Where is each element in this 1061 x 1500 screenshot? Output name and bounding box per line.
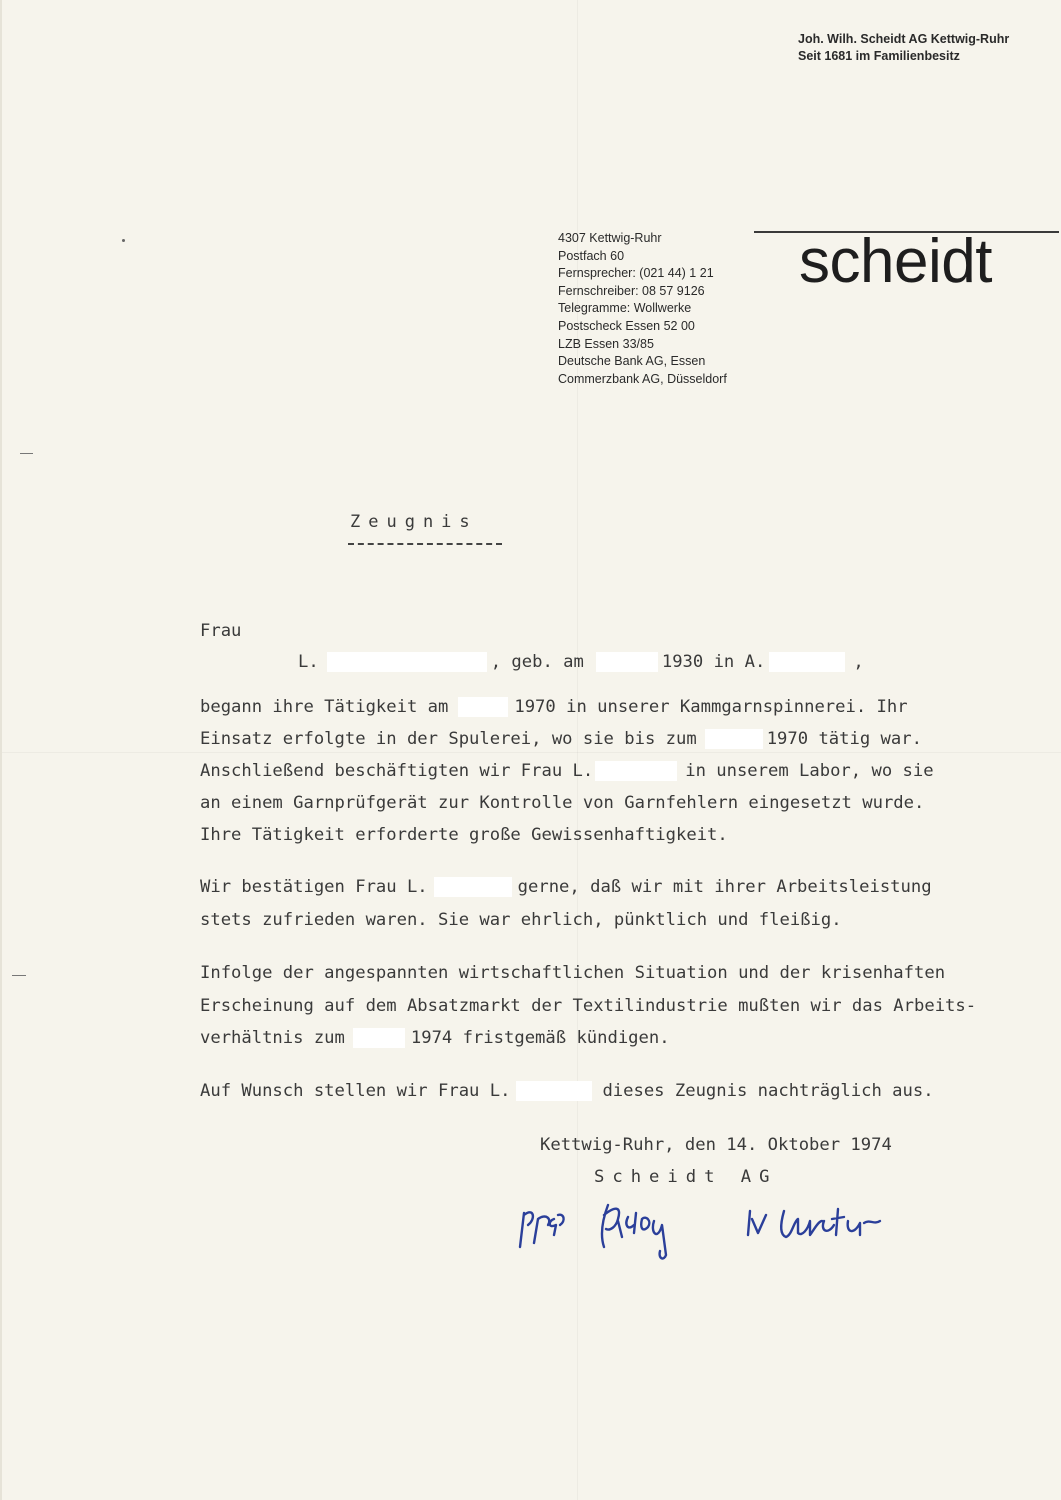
redaction-box xyxy=(705,729,763,749)
p1-text: Ihre Tätigkeit erforderte große Gewissenhaftigkeit. xyxy=(200,825,728,845)
punch-dot xyxy=(122,239,125,242)
paper-fold-horizontal xyxy=(2,752,1061,753)
p1-text: 1970 tätig war. xyxy=(766,729,922,749)
redaction-box xyxy=(595,761,677,781)
p3-line-3 xyxy=(200,1028,670,1048)
redaction-box xyxy=(458,697,508,717)
p3-text: 1974 fristgemäß kündigen. xyxy=(410,1028,670,1048)
fold-mark-upper xyxy=(20,453,33,454)
redaction-box xyxy=(327,652,487,672)
p4-text: dieses Zeugnis nachträglich aus. xyxy=(602,1081,934,1101)
contact-deutsche-bank: Deutsche Bank AG, Essen xyxy=(558,354,706,369)
sender xyxy=(594,1167,777,1187)
p2-line-1 xyxy=(200,877,932,897)
p1-line-5 xyxy=(200,825,728,845)
p1-line-2 xyxy=(200,729,922,749)
p3-line-2 xyxy=(200,996,976,1016)
fold-mark-lower xyxy=(12,975,26,976)
p1-text: an einem Garnprüfgerät zur Kontrolle von Garnfehlern eingesetzt wurde. xyxy=(200,793,925,813)
p3-text: verhältnis zum xyxy=(200,1028,345,1048)
place-date-text: Kettwig-Ruhr, den 14. Oktober 1974 xyxy=(540,1135,892,1155)
p3-text: Erscheinung auf dem Absatzmarkt der Textilindustrie mußten wir das Arbeits- xyxy=(200,996,977,1016)
contact-address: 4307 Kettwig-Ruhr xyxy=(558,231,662,245)
redaction-box xyxy=(353,1028,405,1048)
p2-text: Wir bestätigen Frau L. xyxy=(200,877,428,897)
name-initial: L. xyxy=(298,652,319,672)
salutation xyxy=(200,621,241,641)
sender-text: Scheidt AG xyxy=(594,1167,778,1187)
p1-text: Einsatz erfolgte in der Spulerei, wo sie bis zum xyxy=(200,729,697,749)
paper-fold-vertical xyxy=(577,0,578,1500)
contact-commerzbank: Commerzbank AG, Düsseldorf xyxy=(558,371,727,386)
redaction-box xyxy=(516,1081,592,1101)
contact-telex: Fernschreiber: 08 57 9126 xyxy=(558,283,705,298)
birth-label: , geb. am xyxy=(490,652,584,672)
redaction-box xyxy=(769,652,845,672)
p1-line-3 xyxy=(200,761,934,781)
p1-text: begann ihre Tätigkeit am xyxy=(200,697,449,717)
p4-text: Auf Wunsch stellen wir Frau L. xyxy=(200,1081,511,1101)
contact-phone: Fernsprecher: (021 44) 1 21 xyxy=(558,266,714,281)
p2-line-2 xyxy=(200,910,842,930)
company-line: Joh. Wilh. Scheidt AG Kettwig-Ruhr xyxy=(798,32,1010,46)
contact-block xyxy=(558,230,727,388)
letterhead-company xyxy=(798,31,1009,65)
handwritten-signature xyxy=(518,1185,938,1265)
p2-text: stets zufrieden waren. Sie war ehrlich, pünktlich und fleißig. xyxy=(200,910,842,930)
p2-text: gerne, daß wir mit ihrer Arbeitsleistung xyxy=(517,877,932,897)
contact-postcheck: Postscheck Essen 52 00 xyxy=(558,318,695,333)
p1-text: 1970 in unserer Kammgarnspinnerei. Ihr xyxy=(514,697,908,717)
title-underline xyxy=(348,543,502,545)
salutation-text: Frau xyxy=(200,621,242,641)
contact-postbox: Postfach 60 xyxy=(558,248,625,263)
contact-telegram: Telegramme: Wollwerke xyxy=(558,301,692,316)
p3-text: Infolge der angespannten wirtschaftlichen Situation und der krisenhaften xyxy=(200,963,946,983)
p1-text: Anschließend beschäftigten wir Frau L. xyxy=(200,761,594,781)
p1-line-1 xyxy=(200,697,908,717)
name-line xyxy=(298,652,864,672)
name-line-comma: , xyxy=(853,652,864,672)
scheidt-logo: scheidt xyxy=(799,227,992,296)
place-date xyxy=(540,1135,892,1155)
birth-year-place: 1930 in A. xyxy=(661,652,766,672)
since-line: Seit 1681 im Familienbesitz xyxy=(798,49,960,63)
redaction-box xyxy=(434,877,512,897)
p3-line-1 xyxy=(200,963,945,983)
p1-text: in unserem Labor, wo sie xyxy=(685,761,934,781)
redaction-box xyxy=(596,652,658,672)
p4-line-1 xyxy=(200,1081,934,1101)
contact-lzb: LZB Essen 33/85 xyxy=(558,336,654,351)
document-title: Zeugnis xyxy=(350,512,478,532)
p1-line-4 xyxy=(200,793,924,813)
